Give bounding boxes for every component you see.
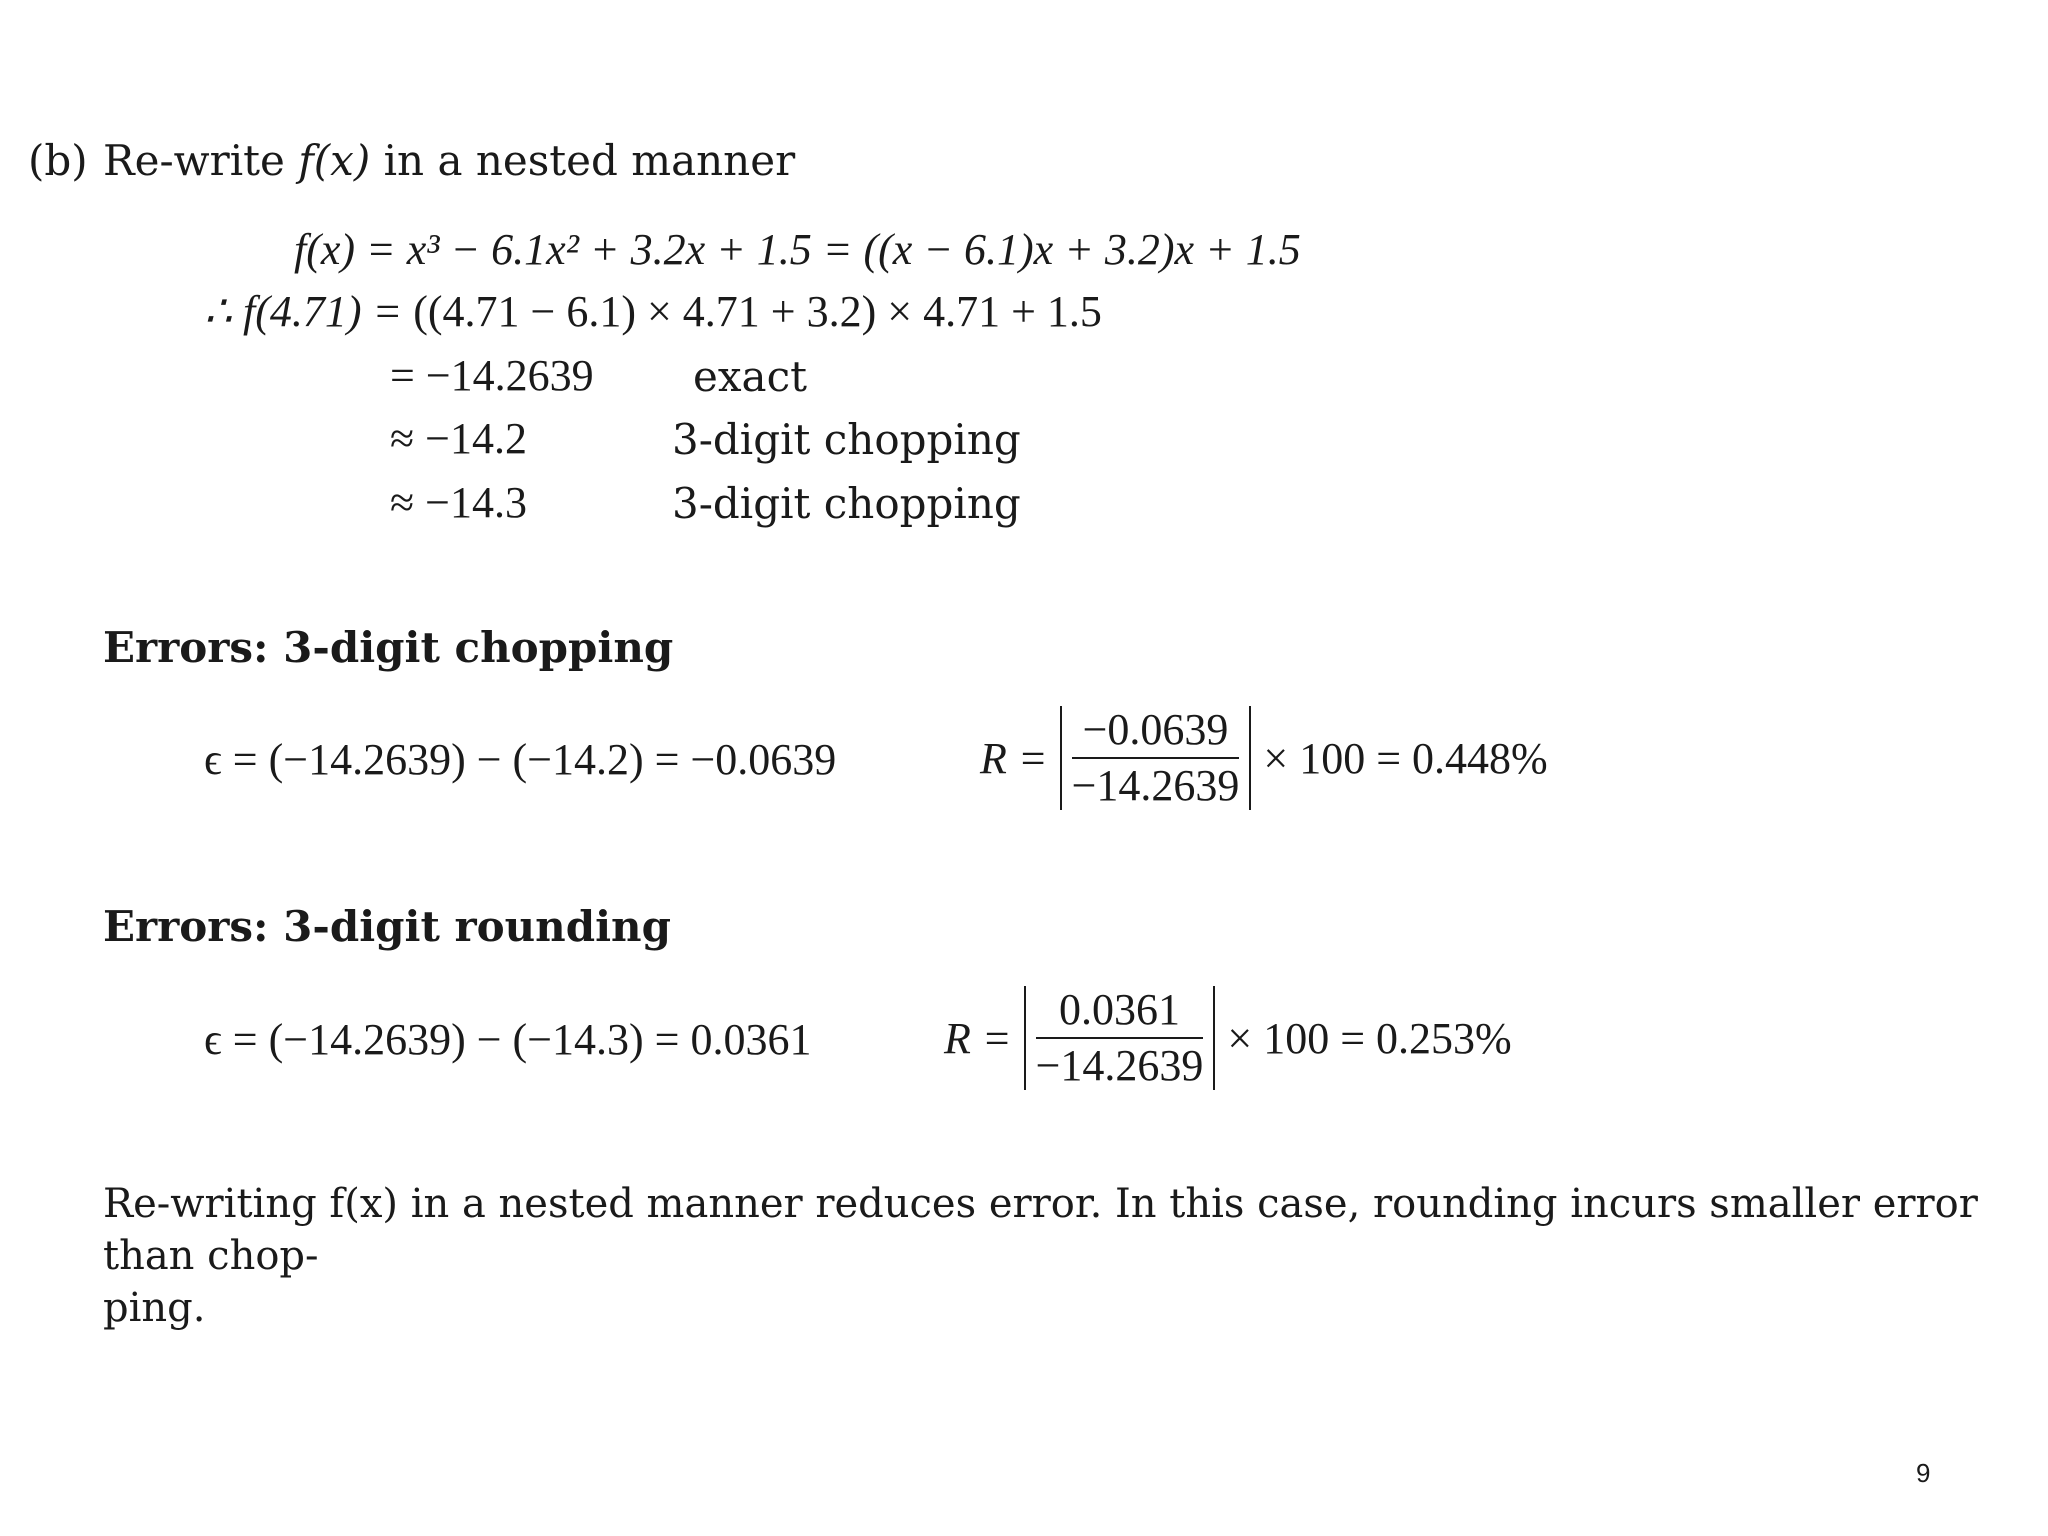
result-value: −14.2639 xyxy=(425,351,594,400)
derivation-line1 xyxy=(294,225,1301,274)
result-row-exact xyxy=(390,351,594,400)
chopping-epsilon: ϵ = (−14.2639) − (−14.2) = −0.0639 xyxy=(204,735,837,784)
intro-text-before: Re-write xyxy=(103,136,285,185)
chopping-r-rhs: × 100 = 0.448% xyxy=(1263,733,1548,783)
result-note-chopping-2: 3-digit chopping xyxy=(672,479,1021,528)
conclusion-line1: Re-writing f(x) in a nested manner reduces error. In this case, rounding incurs smaller error than chop- xyxy=(103,1181,1978,1279)
line1-lhs: f(x) = xyxy=(294,225,396,274)
rounding-relative-error xyxy=(944,986,1512,1090)
result-relation: ≈ xyxy=(390,414,415,463)
result-note-chopping-1: 3-digit chopping xyxy=(672,415,1021,464)
chopping-relative-error xyxy=(980,706,1548,810)
rounding-numerator: 0.0361 xyxy=(1058,984,1180,1034)
chopping-numerator: −0.0639 xyxy=(1082,704,1229,754)
result-value: −14.3 xyxy=(425,478,527,527)
line1-rhs: x³ − 6.1x² + 3.2x + 1.5 = ((x − 6.1)x + 3.2)x + 1.5 xyxy=(406,225,1301,274)
intro-func: f(x) xyxy=(298,136,371,185)
result-row-chopping-1 xyxy=(390,414,527,463)
result-relation: = xyxy=(390,351,415,400)
derivation-line2 xyxy=(204,287,1102,336)
result-row-chopping-2 xyxy=(390,478,527,527)
rounding-denominator: −14.2639 xyxy=(1036,1037,1204,1089)
page-number: 9 xyxy=(1916,1458,1931,1488)
line2-lhs: ∴ f(4.71) = xyxy=(204,287,403,336)
rounding-epsilon: ϵ = (−14.2639) − (−14.3) = 0.0361 xyxy=(204,1015,812,1064)
rounding-fraction xyxy=(1032,984,1208,1090)
intro-line xyxy=(103,136,796,185)
abs-bar-right xyxy=(1213,986,1215,1090)
rounding-r-lhs: R = xyxy=(944,1013,1012,1063)
part-label: (b) xyxy=(28,136,88,185)
chopping-denominator: −14.2639 xyxy=(1072,757,1240,809)
result-value: −14.2 xyxy=(425,414,527,463)
abs-bar-left xyxy=(1024,986,1026,1090)
line2-rhs: ((4.71 − 6.1) × 4.71 + 3.2) × 4.71 + 1.5 xyxy=(413,287,1102,336)
conclusion-line2: ping. xyxy=(103,1285,206,1331)
abs-bar-right xyxy=(1249,706,1251,810)
intro-text-after: in a nested manner xyxy=(383,136,796,185)
rounding-r-rhs: × 100 = 0.253% xyxy=(1227,1013,1512,1063)
chopping-heading: Errors: 3-digit chopping xyxy=(103,623,674,672)
chopping-r-lhs: R = xyxy=(980,733,1048,783)
conclusion-paragraph xyxy=(103,1178,2048,1334)
abs-bar-left xyxy=(1060,706,1062,810)
chopping-fraction xyxy=(1068,704,1244,810)
result-note-exact: exact xyxy=(693,352,807,401)
rounding-heading: Errors: 3-digit rounding xyxy=(103,902,671,951)
result-relation: ≈ xyxy=(390,478,415,527)
